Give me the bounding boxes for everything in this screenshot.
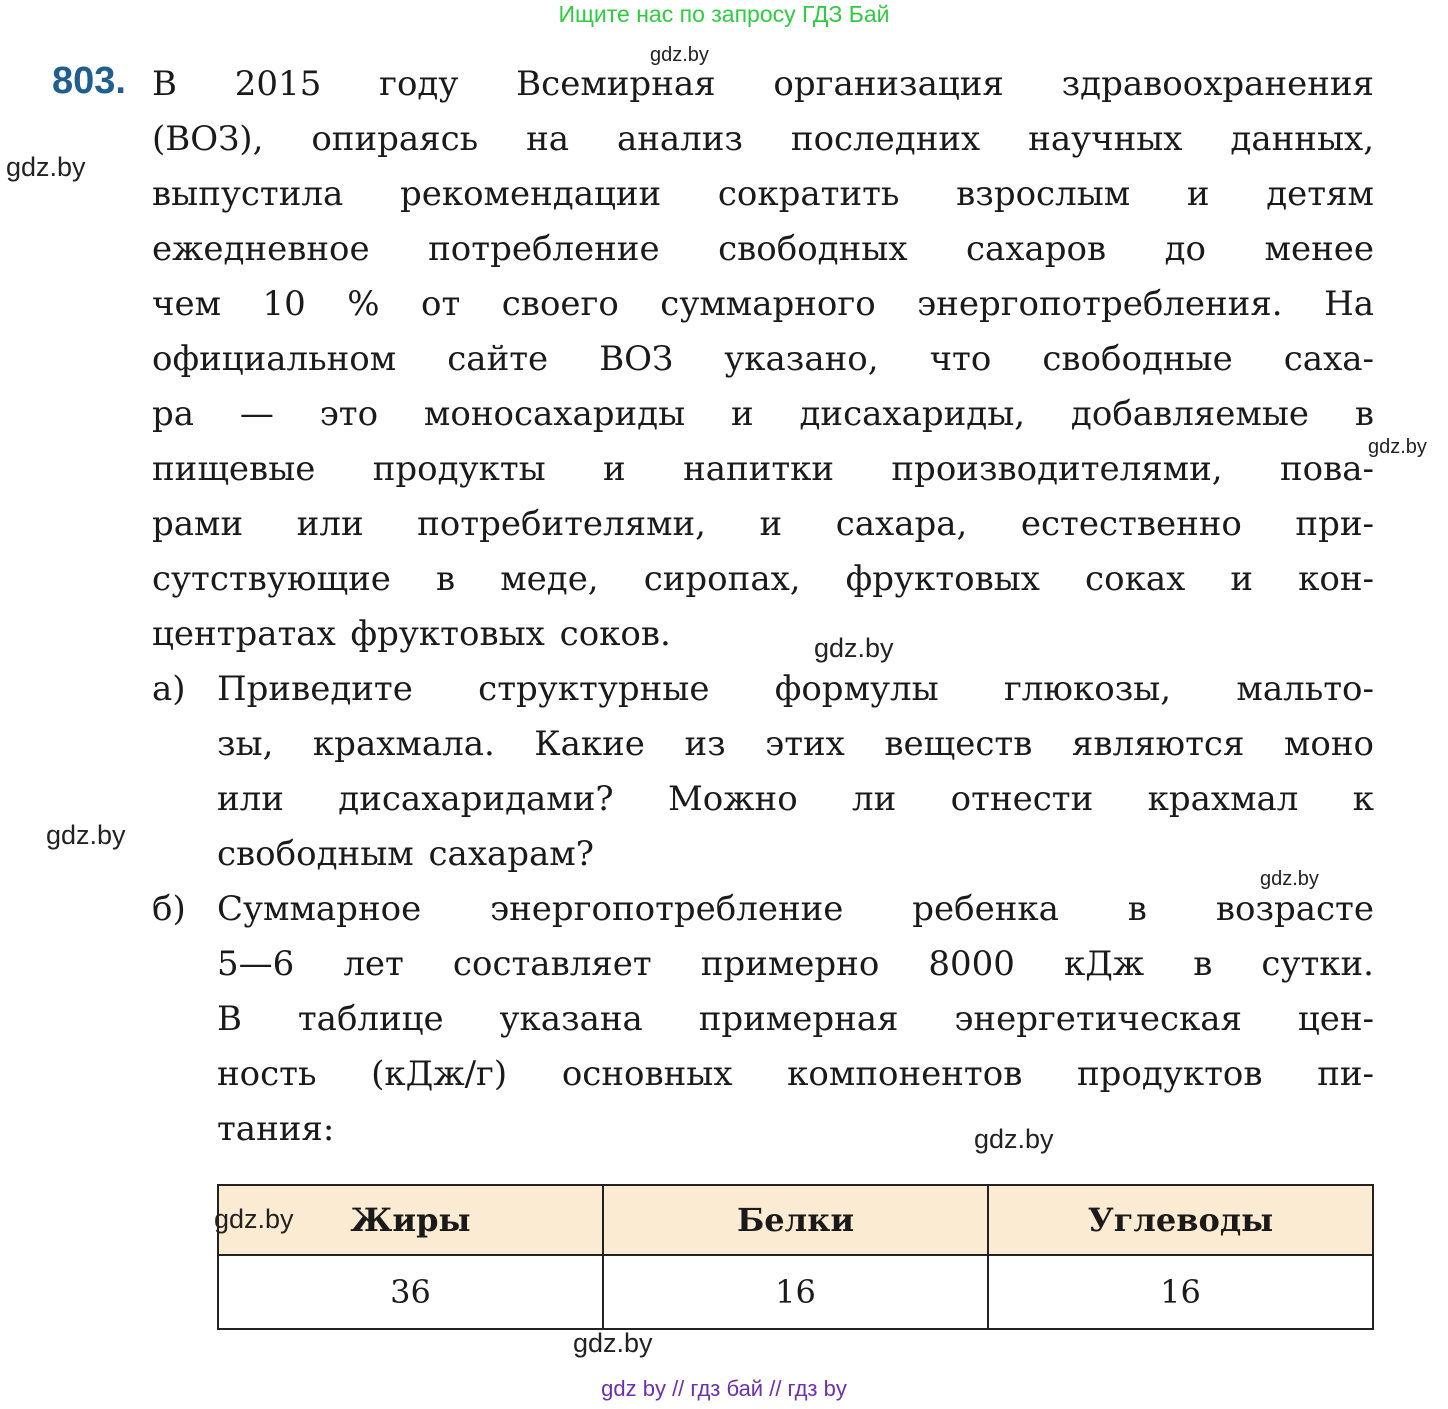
part-b-line: Суммарное энергопотребление ребенка в возрасте [217,889,1374,929]
part-b-line: тания: [217,1109,335,1149]
intro-line: выпустила рекомендации сократить взрослым и детям [152,174,1374,214]
task-number: 803. [52,60,126,102]
header-fats: Жиры [218,1185,603,1255]
part-b-line: В таблице указана примерная энергетическая цен- [217,999,1374,1039]
search-banner: Ищите нас по запросу ГДЗ Бай [558,1,890,27]
footer-links: gdz by // гдз бай // гдз by [601,1376,847,1401]
value-carbs: 16 [988,1255,1373,1329]
header-proteins: Белки [603,1185,988,1255]
watermark: gdz.by [6,152,86,182]
intro-line: официальном сайте ВОЗ указано, что свободные саха- [152,339,1374,379]
intro-line: центратах фруктовых соков. [152,614,671,654]
intro-line: ежедневное потребление свободных сахаров до менее [152,229,1374,269]
intro-line: рами или потребителями, и сахара, естественно при- [152,504,1374,544]
part-b-label: б) [152,889,186,929]
table-row [218,1255,1373,1329]
part-b-line: ность (кДж/г) основных компонентов продуктов пи- [217,1054,1374,1094]
part-b-line: 5—6 лет составляет примерно 8000 кДж в сутки. [217,944,1374,984]
watermark: gdz.by [214,1204,294,1234]
intro-line: чем 10 % от своего суммарного энергопотребления. На [152,284,1374,324]
intro-line: ра — это моносахариды и дисахариды, добавляемые в [152,394,1374,434]
intro-line: сутствующие в меде, сиропах, фруктовых соках и кон- [152,559,1374,599]
watermark: gdz.by [46,820,126,850]
part-a-line: или дисахаридами? Можно ли отнести крахмал к [217,779,1374,819]
watermark: gdz.by [573,1328,653,1358]
value-proteins: 16 [603,1255,988,1329]
value-fats: 36 [218,1255,603,1329]
watermark: gdz.by [974,1124,1054,1154]
task-intro [152,57,1374,662]
part-a-line: зы, крахмала. Какие из этих веществ являются моно [217,724,1374,764]
part-a-line: Приведите структурные формулы глюкозы, мальто- [217,669,1374,709]
watermark: gdz.by [814,633,894,663]
watermark: gdz.by [650,44,709,66]
watermark: gdz.by [1260,868,1319,890]
intro-line: пищевые продукты и напитки производителями, пова- [152,449,1374,489]
part-a-text [217,662,1374,882]
part-b-text [217,882,1374,1157]
energy-table [217,1184,1374,1330]
part-a-line: свободным сахарам? [217,834,594,874]
part-a-label: а) [152,669,186,709]
table-header-row [218,1185,1373,1255]
intro-line: В 2015 году Всемирная организация здравоохранения [152,64,1374,104]
intro-line: (ВОЗ), опираясь на анализ последних научных данных, [152,119,1374,159]
watermark: gdz.by [1368,436,1427,458]
header-carbs: Углеводы [988,1185,1373,1255]
